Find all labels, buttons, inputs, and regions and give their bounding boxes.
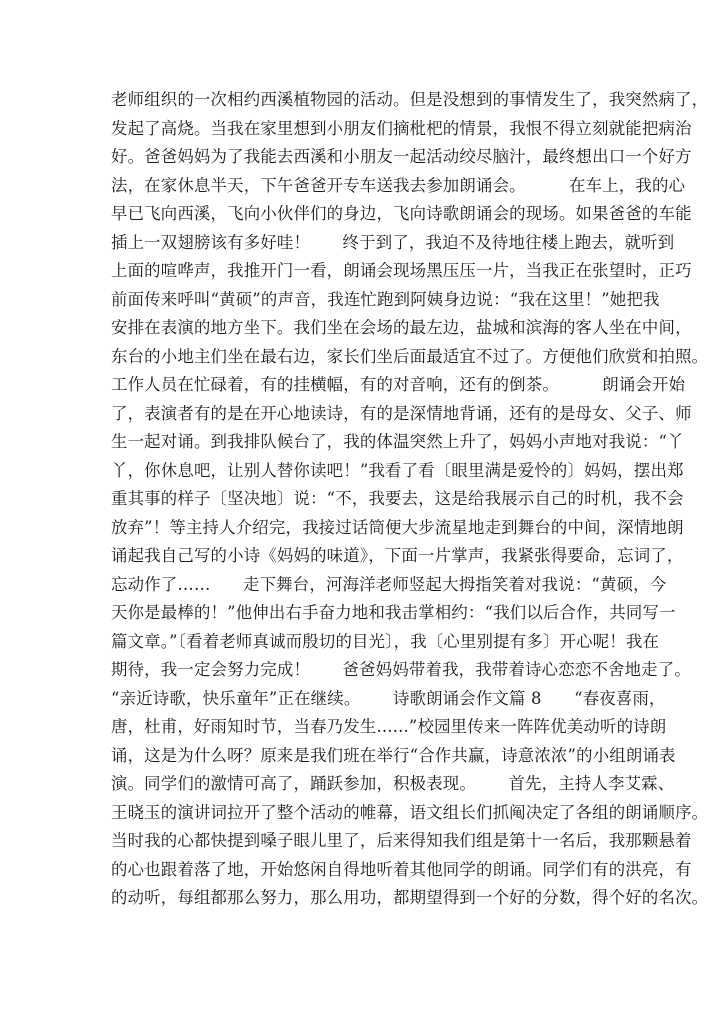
text-line: 的动听，每组都那么努力，那么用功，都期望得到一个好的分数，得个好的名次。 <box>111 888 709 907</box>
text-line: 了，表演者有的是在开心地读诗，有的是深情地背诵，还有的是母女、父子、师 <box>111 403 692 423</box>
text-line: 的心也跟着落了地，开始悠闲自得地听着其他同学的朗诵。同学们有的洪亮，有 <box>111 859 692 879</box>
text-line: 插上一双翅膀该有多好哇！ 终于到了，我迫不及待地往楼上跑去，就听到 <box>111 232 675 252</box>
text-line: “亲近诗歌，快乐童年”正在继续。 诗歌朗诵会作文篇 8 “春夜喜雨， <box>111 688 666 708</box>
text-line: 诵，这是为什么呀？原来是我们班在举行“合作共赢，诗意浓浓”的小组朗诵表 <box>111 745 676 765</box>
essay-text <box>111 86 709 913</box>
text-line: 忘动作了…… 走下舞台，河海洋老师竖起大拇指笑着对我说：“黄硕，今 <box>111 574 667 594</box>
text-line: 天你是最棒的！”他伸出右手奋力地和我击掌相约：“我们以后合作，共同写一 <box>111 603 676 622</box>
text-line: 发起了高烧。当我在家里想到小朋友们摘枇杷的情景，我恨不得立刻就能把病治 <box>111 118 692 138</box>
text-line: 生一起对诵。到我排队候台了，我的体温突然上升了，妈妈小声地对我说：“丫 <box>111 432 684 451</box>
text-line: 王晓玉的演讲词拉开了整个活动的帷幕，语文组长们抓阄决定了各组的朗诵顺序。 <box>111 802 709 822</box>
text-line: 诵起我自己写的小诗《妈妈的味道》，下面一片掌声，我紧张得要命，忘词了， <box>111 546 684 565</box>
text-line: 工作人员在忙碌着，有的挂横幅，有的对音响，还有的倒茶。 朗诵会开始 <box>111 375 686 394</box>
text-line: 安排在表演的地方坐下。我们坐在会场的最左边，盐城和滨海的客人坐在中间， <box>111 318 692 337</box>
text-line: 重其事的样子〔坚决地〕说：“不，我要去，这是给我展示自己的时机，我不会 <box>111 489 684 508</box>
text-line: 唐，杜甫，好雨知时节，当春乃发生......”校园里传来一阵阵优美动听的诗朗 <box>111 717 667 736</box>
text-line: 丫，你休息吧，让别人替你读吧！”我看了看〔眼里满是爱怜的〕妈妈，摆出郑 <box>111 460 684 480</box>
text-line: 老师组织的一次相约西溪植物园的活动。但是没想到的事情发生了，我突然病了， <box>111 90 709 109</box>
text-line: 早已飞向西溪，飞向小伙伴们的身边，飞向诗歌朗诵会的现场。如果爸爸的车能 <box>111 204 692 223</box>
text-line: 法，在家休息半天，下午爸爸开专车送我去参加朗诵会。 在车上，我的心 <box>111 175 686 195</box>
text-line: 放弃”！等主持人介绍完，我接过话筒便大步流星地走到舞台的中间，深情地朗 <box>111 517 684 537</box>
text-line: 前面传来呼叫“黄硕”的声音，我连忙跑到阿姨身边说：“我在这里！”她把我 <box>111 289 660 309</box>
text-line: 当时我的心都快提到嗓子眼儿里了，后来得知我们组是第十一名后，我那颗悬着 <box>111 831 692 850</box>
text-line: 期待，我一定会努力完成！ 爸爸妈妈带着我，我带着诗心恋恋不舍地走了。 <box>111 660 691 679</box>
text-line: 篇文章。”〔看着老师真诚而殷切的目光〕，我〔心里别提有多〕开心呢！我在 <box>111 631 660 651</box>
text-line: 好。爸爸妈妈为了我能去西溪和小朋友一起活动绞尽脑汁，最终想出口一个好方 <box>111 147 692 166</box>
text-line: 上面的喧哗声，我推开门一看，朗诵会现场黑压压一片，当我正在张望时，正巧 <box>111 261 692 280</box>
text-line: 东台的小地主们坐在最右边，家长们坐后面最适宜不过了。方便他们欣赏和拍照。 <box>111 346 709 366</box>
text-line: 演。同学们的激情可高了，踊跃参加，积极表现。 首先，主持人李艾霖、 <box>111 774 675 793</box>
